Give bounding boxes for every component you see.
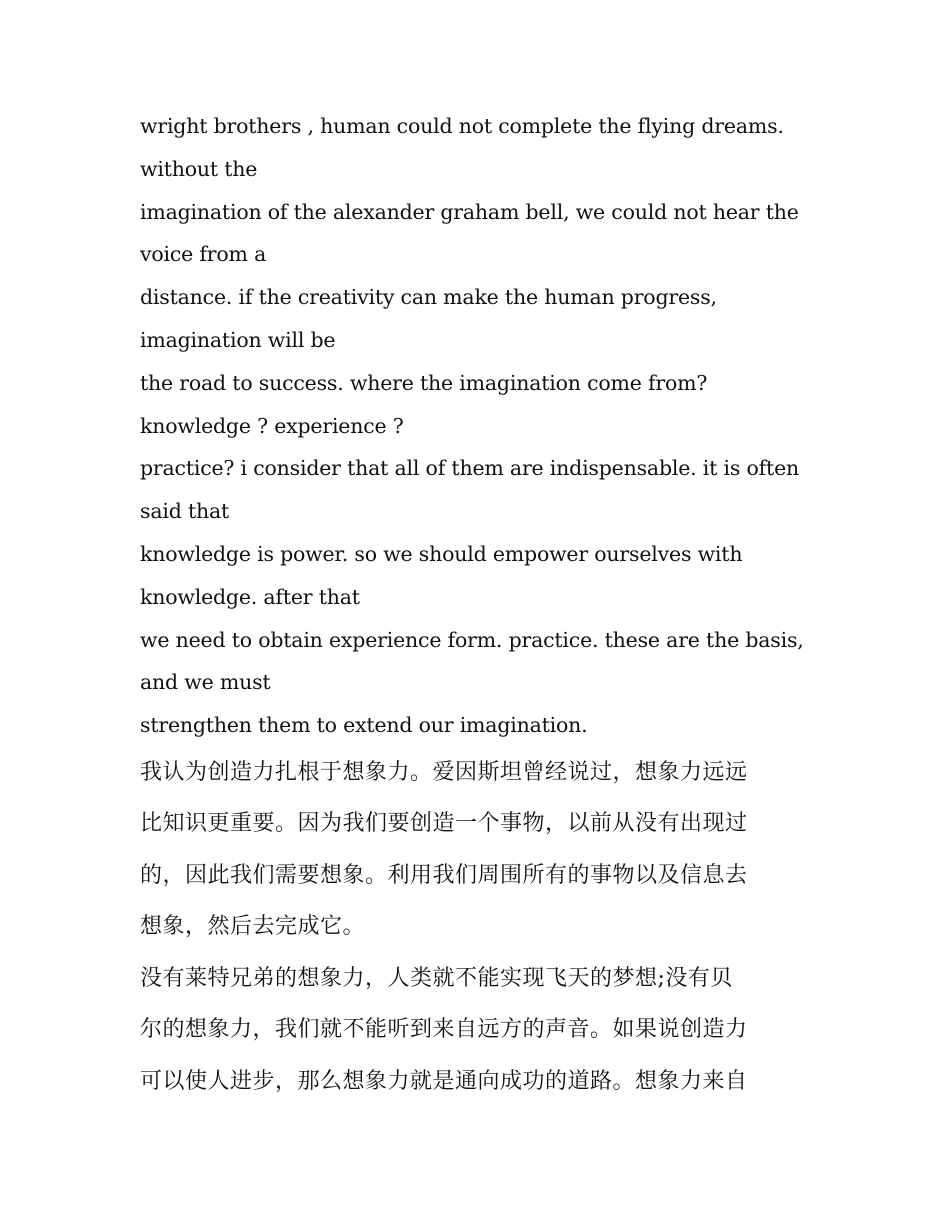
chinese-paragraph-2 (140, 953, 820, 1108)
text-line: imagination will be (140, 327, 336, 352)
text-line: 我认为创造力扎根于想象力。爱因斯坦曾经说过，想象力远远 (140, 759, 748, 785)
text-line: said that (140, 499, 230, 524)
text-line: without the (140, 156, 258, 181)
document-body (140, 105, 820, 1107)
text-line: we need to obtain experience form. practice. these are the basis, (140, 627, 804, 652)
text-line: 可以使人进步，那么想象力就是通向成功的道路。想象力来自 (140, 1068, 748, 1094)
english-paragraph (140, 105, 820, 747)
text-line: distance. if the creativity can make the human progress, (140, 285, 717, 310)
text-line: and we must (140, 670, 271, 695)
text-line: knowledge is power. so we should empower ourselves with (140, 541, 743, 566)
text-line: 尔的想象力，我们就不能听到来自远方的声音。如果说创造力 (140, 1017, 748, 1043)
text-line: knowledge ? experience ? (140, 413, 404, 438)
text-line: the road to success. where the imagination come from? (140, 370, 708, 395)
text-line: knowledge. after that (140, 584, 360, 609)
text-line: strengthen them to extend our imagination. (140, 713, 588, 738)
chinese-paragraph-1 (140, 747, 820, 953)
text-line: voice from a (140, 242, 267, 267)
text-line: wright brothers , human could not complete the flying dreams. (140, 114, 784, 138)
text-line: 的，因此我们需要想象。利用我们周围所有的事物以及信息去 (140, 862, 748, 888)
text-line: practice? i consider that all of them are indispensable. it is often (140, 456, 800, 481)
text-line: 想象，然后去完成它。 (140, 914, 366, 940)
text-line: imagination of the alexander graham bell, we could not hear the (140, 199, 799, 224)
text-line: 没有莱特兄弟的想象力，人类就不能实现飞天的梦想;没有贝 (140, 965, 733, 991)
text-line: 比知识更重要。因为我们要创造一个事物，以前从没有出现过 (140, 811, 748, 837)
